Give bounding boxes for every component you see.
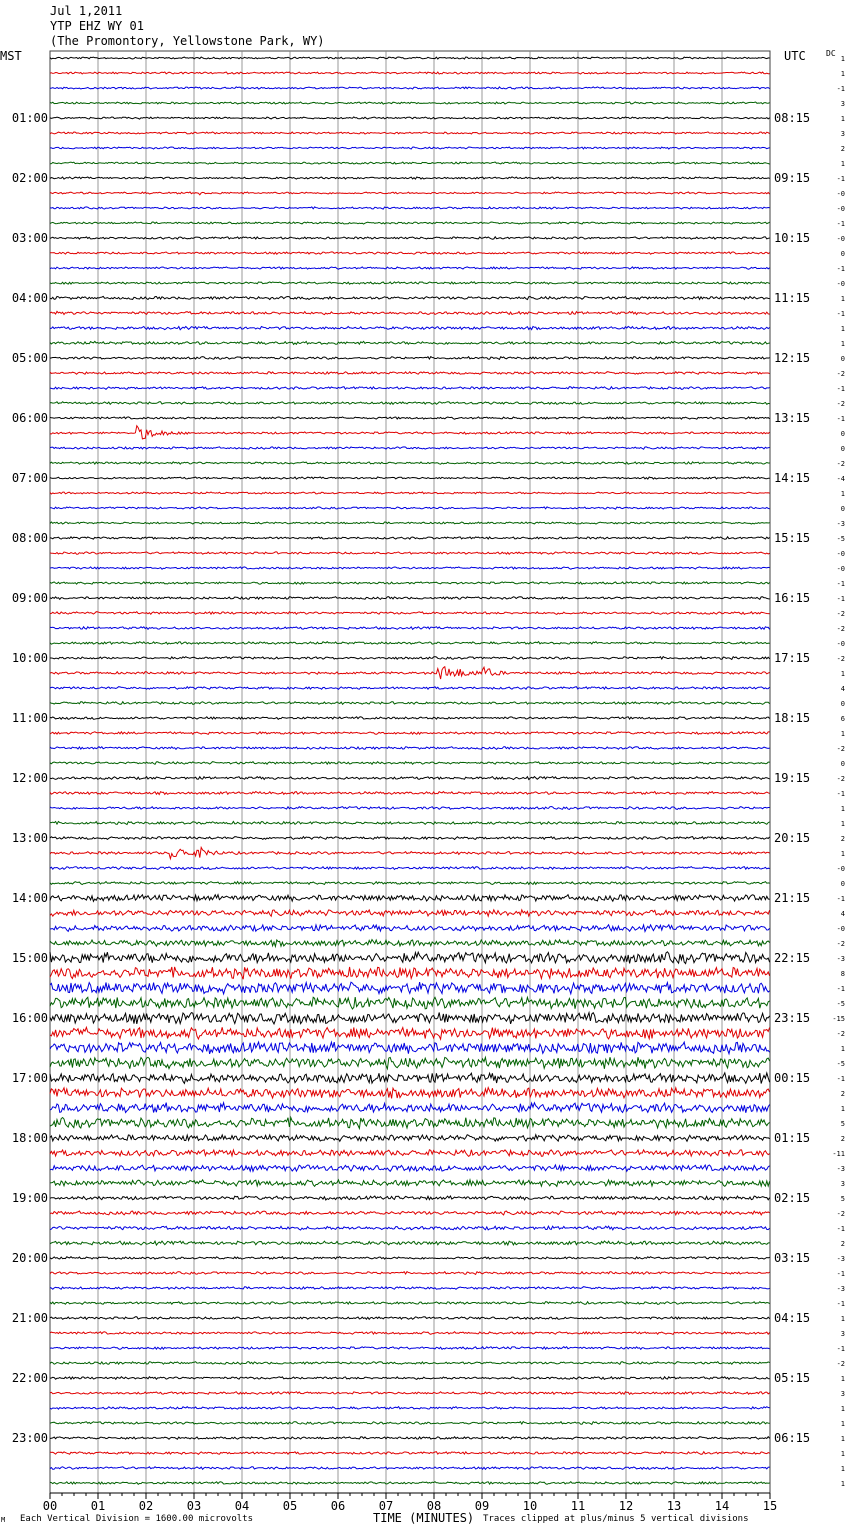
dc-offset-value: 1 (840, 70, 845, 78)
dc-offset-value: -1 (836, 895, 845, 903)
x-tick-label: 11 (570, 1499, 586, 1513)
utc-hour-label: 01:15 (774, 1131, 811, 1145)
trace-row (50, 1482, 770, 1485)
trace-row (50, 1150, 770, 1157)
mst-hour-label: 22:00 (11, 1371, 48, 1385)
x-axis (43, 1493, 777, 1513)
mst-hour-label: 07:00 (11, 471, 48, 485)
trace-row (50, 507, 770, 509)
dc-offset-value: -1 (836, 985, 845, 993)
dc-offset-value: 1 (840, 1450, 845, 1458)
trace-row (50, 982, 770, 994)
dc-offset-value: 1 (840, 340, 845, 348)
dc-offset-value: -1 (836, 85, 845, 93)
x-tick-label: 02 (138, 1499, 154, 1513)
trace-row (50, 87, 770, 89)
x-tick-label: 13 (666, 1499, 682, 1513)
utc-hour-label: 08:15 (774, 111, 811, 125)
trace-row (50, 732, 770, 735)
trace-row (50, 552, 770, 554)
corner-mark: M (1, 1516, 6, 1524)
trace-row (50, 132, 770, 134)
dc-offset-value: 1 (840, 55, 845, 63)
dc-offset-value: -2 (836, 745, 845, 753)
trace-row (50, 207, 770, 209)
trace-row (50, 807, 770, 810)
trace-row (50, 822, 770, 825)
trace-row (50, 1362, 770, 1365)
right-timezone-label: UTC (784, 49, 806, 63)
dc-offset-value: -0 (836, 925, 845, 933)
trace-row (50, 462, 770, 464)
trace-row (50, 867, 770, 870)
left-timezone-label: MST (0, 49, 22, 63)
utc-hour-label: 19:15 (774, 771, 811, 785)
dc-offset-value: -0 (836, 865, 845, 873)
trace-row (50, 387, 770, 390)
mst-hour-label: 19:00 (11, 1191, 48, 1205)
trace-row (50, 1057, 770, 1069)
trace-row (50, 477, 770, 479)
dc-offset-value: -3 (836, 1165, 845, 1173)
dc-offset-value: -2 (836, 1030, 845, 1038)
dc-offset-value: 3 (840, 130, 845, 138)
dc-offset-value: -5 (836, 1000, 845, 1008)
dc-offset-value: -1 (836, 265, 845, 273)
trace-row (50, 1272, 770, 1275)
dc-offset-value: 1 (840, 1465, 845, 1473)
utc-hour-label: 02:15 (774, 1191, 811, 1205)
scale-note: Each Vertical Division = 1600.00 microvolts (20, 1514, 253, 1524)
utc-hour-label: 11:15 (774, 291, 811, 305)
utc-hour-label: 22:15 (774, 951, 811, 965)
dc-offset-value: 0 (840, 430, 845, 438)
trace-row (50, 147, 770, 149)
utc-hour-label: 05:15 (774, 1371, 811, 1385)
trace-row (50, 102, 770, 104)
dc-offset-value: -0 (836, 235, 845, 243)
trace-row (50, 1317, 770, 1320)
dc-offset-value: 1 (840, 1105, 845, 1113)
mst-hour-label: 20:00 (11, 1251, 48, 1265)
trace-row (50, 1407, 770, 1410)
dc-offset-value: 1 (840, 490, 845, 498)
dc-offset-value: -0 (836, 550, 845, 558)
utc-hour-label: 20:15 (774, 831, 811, 845)
utc-hour-label: 21:15 (774, 891, 811, 905)
dc-offset-value: 1 (840, 730, 845, 738)
trace-row (50, 522, 770, 524)
mst-hour-label: 04:00 (11, 291, 48, 305)
trace-row (50, 582, 770, 584)
trace-row (50, 372, 770, 375)
trace-row (50, 597, 770, 600)
x-tick-label: 01 (90, 1499, 106, 1513)
trace-row (50, 687, 770, 690)
x-tick-label: 15 (762, 1499, 778, 1513)
trace-row (50, 402, 770, 405)
mst-hour-label: 08:00 (11, 531, 48, 545)
dc-offset-value: -1 (836, 1345, 845, 1353)
station-code: YTP EHZ WY 01 (50, 19, 144, 33)
clip-note: Traces clipped at plus/minus 5 vertical divisions (483, 1514, 749, 1524)
dc-offset-value: 1 (840, 295, 845, 303)
dc-offset-value: 2 (840, 145, 845, 153)
dc-offset-value: -1 (836, 415, 845, 423)
dc-offset-value: -1 (836, 385, 845, 393)
dc-offset-value: 2 (840, 1240, 845, 1248)
utc-hour-label: 16:15 (774, 591, 811, 605)
trace-row (50, 747, 770, 750)
dc-offset-value: -1 (836, 1300, 845, 1308)
mst-hour-label: 02:00 (11, 171, 48, 185)
trace-row (50, 341, 770, 344)
dc-offset-value: 2 (840, 1135, 845, 1143)
utc-hour-label: 12:15 (774, 351, 811, 365)
trace-row (50, 1257, 770, 1260)
trace-row (50, 667, 770, 679)
trace-row (50, 326, 770, 329)
dc-offset-value: 2 (840, 835, 845, 843)
trace-row (50, 57, 770, 59)
utc-hour-label: 17:15 (774, 651, 811, 665)
dc-offset-value: 1 (840, 1375, 845, 1383)
trace-row (50, 447, 770, 449)
utc-hour-label: 10:15 (774, 231, 811, 245)
dc-offset-value: -2 (836, 370, 845, 378)
trace-row (50, 72, 770, 74)
dc-offset-value: -1 (836, 1270, 845, 1278)
utc-hour-labels (774, 111, 810, 1445)
mst-hour-label: 18:00 (11, 1131, 48, 1145)
trace-row (50, 1196, 770, 1200)
utc-hour-label: 04:15 (774, 1311, 811, 1325)
trace-row (50, 192, 770, 195)
utc-hour-label: 18:15 (774, 711, 811, 725)
trace-row (50, 237, 770, 239)
mst-hour-label: 01:00 (11, 111, 48, 125)
dc-offset-value: 1 (840, 325, 845, 333)
utc-hour-label: 03:15 (774, 1251, 811, 1265)
trace-row (50, 847, 770, 858)
trace-row (50, 1180, 770, 1187)
x-tick-label: 12 (618, 1499, 634, 1513)
trace-row (50, 1088, 770, 1099)
trace-row (50, 1013, 770, 1024)
trace-row (50, 910, 770, 916)
dc-offset-value: 0 (840, 760, 845, 768)
dc-offset-value: -1 (836, 580, 845, 588)
trace-row (50, 837, 770, 840)
dc-offset-value: 2 (840, 1090, 845, 1098)
trace-row (50, 952, 770, 964)
dc-offset-value: -1 (836, 595, 845, 603)
trace-row (50, 792, 770, 795)
trace-row (50, 162, 770, 164)
trace-row (50, 1332, 770, 1335)
mst-hour-label: 09:00 (11, 591, 48, 605)
trace-row (50, 311, 770, 314)
trace-row (50, 1073, 770, 1084)
mst-hour-label: 12:00 (11, 771, 48, 785)
trace-row (50, 925, 770, 932)
x-tick-label: 03 (186, 1499, 202, 1513)
mst-hour-label: 16:00 (11, 1011, 48, 1025)
dc-offset-value: 1 (840, 1420, 845, 1428)
dc-offset-value: 1 (840, 1435, 845, 1443)
trace-row (50, 1467, 770, 1470)
trace-row (50, 627, 770, 630)
dc-offset-value: 4 (840, 910, 845, 918)
dc-offset-value: -3 (836, 1255, 845, 1263)
trace-row (50, 777, 770, 780)
trace-row (50, 426, 770, 439)
mst-hour-label: 14:00 (11, 891, 48, 905)
dc-offset-value: 1 (840, 1405, 845, 1413)
trace-row (50, 967, 770, 979)
station-location: (The Promontory, Yellowstone Park, WY) (50, 34, 325, 48)
dc-offset-value: 1 (840, 1045, 845, 1053)
dc-offset-value: -0 (836, 205, 845, 213)
x-tick-label: 04 (234, 1499, 250, 1513)
trace-row (50, 296, 770, 299)
dc-offset-value: -2 (836, 775, 845, 783)
trace-row (50, 1118, 770, 1129)
trace-row (50, 1302, 770, 1305)
dc-offset-value: -2 (836, 460, 845, 468)
trace-row (50, 1135, 770, 1142)
dc-offset-value: -11 (832, 1150, 845, 1158)
x-tick-label: 08 (426, 1499, 442, 1513)
dc-offset-value: 1 (840, 805, 845, 813)
trace-row (50, 222, 770, 224)
x-tick-label: 00 (42, 1499, 58, 1513)
trace-row (50, 1165, 770, 1171)
mst-hour-label: 10:00 (11, 651, 48, 665)
trace-row (50, 1027, 770, 1039)
dc-offset-value: -1 (836, 790, 845, 798)
utc-hour-label: 14:15 (774, 471, 811, 485)
dc-offset-value: -0 (836, 280, 845, 288)
dc-offset-value: 0 (840, 355, 845, 363)
dc-offset-value: -2 (836, 655, 845, 663)
trace-row (50, 1437, 770, 1440)
x-axis-title: TIME (MINUTES) (373, 1511, 475, 1525)
dc-offset-value: 1 (840, 115, 845, 123)
dc-offset-value: 0 (840, 505, 845, 513)
trace-row (50, 1211, 770, 1215)
trace-row (50, 657, 770, 660)
x-tick-label: 07 (378, 1499, 394, 1513)
x-tick-label: 14 (714, 1499, 730, 1513)
trace-row (50, 267, 770, 269)
dc-offset-value: -3 (836, 520, 845, 528)
trace-row (50, 1103, 770, 1113)
dc-offset-value: -2 (836, 940, 845, 948)
dc-offset-value: -5 (836, 535, 845, 543)
trace-row (50, 762, 770, 765)
dc-offset-column (832, 55, 845, 1488)
trace-rows (50, 57, 770, 1484)
dc-offset-value: 1 (840, 850, 845, 858)
dc-offset-value: -5 (836, 1060, 845, 1068)
mst-hour-label: 03:00 (11, 231, 48, 245)
trace-row (50, 1422, 770, 1425)
dc-column-label: DC (826, 49, 836, 58)
trace-row (50, 117, 770, 119)
dc-offset-value: -1 (836, 175, 845, 183)
x-tick-label: 10 (522, 1499, 538, 1513)
dc-offset-value: 1 (840, 1480, 845, 1488)
dc-offset-value: -2 (836, 610, 845, 618)
dc-offset-value: 1 (840, 670, 845, 678)
mst-hour-label: 15:00 (11, 951, 48, 965)
dc-offset-value: -3 (836, 1285, 845, 1293)
x-tick-label: 06 (330, 1499, 346, 1513)
x-tick-label: 05 (282, 1499, 298, 1513)
trace-row (50, 567, 770, 569)
trace-row (50, 940, 770, 947)
dc-offset-value: -2 (836, 400, 845, 408)
dc-offset-value: -3 (836, 955, 845, 963)
trace-row (50, 882, 770, 885)
dc-offset-value: -2 (836, 625, 845, 633)
mst-hour-label: 11:00 (11, 711, 48, 725)
trace-row (50, 1377, 770, 1380)
mst-hour-label: 05:00 (11, 351, 48, 365)
dc-offset-value: 0 (840, 250, 845, 258)
trace-row (50, 1347, 770, 1350)
trace-row (50, 642, 770, 645)
dc-offset-value: -1 (836, 310, 845, 318)
utc-hour-label: 09:15 (774, 171, 811, 185)
dc-offset-value: 3 (840, 1390, 845, 1398)
utc-hour-label: 13:15 (774, 411, 811, 425)
utc-hour-label: 23:15 (774, 1011, 811, 1025)
dc-offset-value: 0 (840, 700, 845, 708)
trace-row (50, 1241, 770, 1245)
trace-row (50, 282, 770, 284)
trace-row (50, 357, 770, 360)
dc-offset-value: -1 (836, 220, 845, 228)
x-tick-label: 09 (474, 1499, 490, 1513)
dc-offset-value: -15 (832, 1015, 845, 1023)
dc-offset-value: 3 (840, 1180, 845, 1188)
mst-hour-label: 17:00 (11, 1071, 48, 1085)
dc-offset-value: 4 (840, 685, 845, 693)
trace-row (50, 252, 770, 254)
dc-offset-value: -1 (836, 1075, 845, 1083)
trace-row (50, 717, 770, 720)
trace-row (50, 895, 770, 902)
dc-offset-value: 0 (840, 880, 845, 888)
trace-row (50, 1226, 770, 1230)
dc-offset-value: -2 (836, 1210, 845, 1218)
record-date: Jul 1,2011 (50, 4, 123, 18)
dc-offset-value: -2 (836, 1360, 845, 1368)
utc-hour-label: 15:15 (774, 531, 811, 545)
mst-hour-labels (12, 111, 48, 1445)
trace-row (50, 417, 770, 419)
dc-offset-value: 5 (840, 1195, 845, 1203)
trace-row (50, 612, 770, 615)
dc-offset-value: 6 (840, 715, 845, 723)
trace-row (50, 997, 770, 1009)
dc-offset-value: 3 (840, 1330, 845, 1338)
utc-hour-label: 06:15 (774, 1431, 811, 1445)
dc-offset-value: -0 (836, 565, 845, 573)
trace-row (50, 1287, 770, 1290)
mst-hour-label: 13:00 (11, 831, 48, 845)
dc-offset-value: 1 (840, 820, 845, 828)
trace-row (50, 537, 770, 539)
dc-offset-value: 0 (840, 445, 845, 453)
trace-row (50, 1392, 770, 1395)
dc-offset-value: 8 (840, 970, 845, 978)
dc-offset-value: -0 (836, 640, 845, 648)
dc-offset-value: -4 (836, 475, 845, 483)
utc-hour-label: 00:15 (774, 1071, 811, 1085)
dc-offset-value: 3 (840, 100, 845, 108)
dc-offset-value: -1 (836, 1225, 845, 1233)
trace-row (50, 1042, 770, 1054)
trace-row (50, 177, 770, 179)
dc-offset-value: 1 (840, 1315, 845, 1323)
trace-row (50, 702, 770, 705)
dc-offset-value: 5 (840, 1120, 845, 1128)
trace-row (50, 1452, 770, 1455)
trace-row (50, 492, 770, 494)
mst-hour-label: 23:00 (11, 1431, 48, 1445)
dc-offset-value: -0 (836, 190, 845, 198)
dc-offset-value: 1 (840, 160, 845, 168)
mst-hour-label: 06:00 (11, 411, 48, 425)
mst-hour-label: 21:00 (11, 1311, 48, 1325)
